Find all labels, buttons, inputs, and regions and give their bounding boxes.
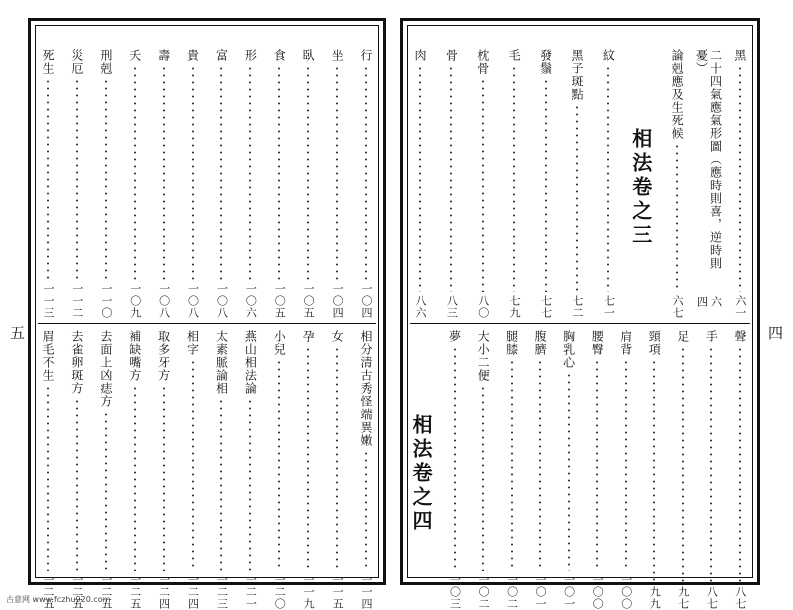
toc-entry <box>502 330 522 610</box>
dot-leader <box>676 143 678 292</box>
toc-entry <box>240 330 260 610</box>
toc-entry-page-number: 六四 <box>695 295 723 308</box>
toc-entry <box>96 330 116 610</box>
toc-entry <box>269 49 289 319</box>
toc-entry-page-number: 一〇六 <box>244 283 258 319</box>
toc-entry <box>730 49 750 319</box>
toc-entry-page-number: 九九 <box>648 586 662 610</box>
toc-entry-title: 胸乳心 <box>561 330 576 369</box>
toc-entry-title: 發鬚 <box>538 49 553 75</box>
toc-entry-title: 相字 <box>185 330 200 356</box>
toc-entry <box>38 330 58 610</box>
toc-entry-page-number: 六七 <box>671 295 685 319</box>
dot-leader <box>482 385 484 571</box>
toc-entry-title: 黑 <box>732 49 747 62</box>
toc-entry-page-number: 一二一 <box>244 574 258 610</box>
toc-entry-page-number: 一二五 <box>42 574 55 610</box>
toc-entry <box>356 49 376 319</box>
toc-entry-page-number: 一〇二 <box>477 574 491 610</box>
toc-entry <box>644 330 664 610</box>
dot-leader <box>163 65 165 280</box>
toc-entry-title: 刑剋 <box>98 49 113 75</box>
toc-entry <box>445 330 465 610</box>
dot-leader <box>336 346 338 571</box>
toc-entry-page-number: 一〇八 <box>186 283 200 319</box>
dot-leader <box>511 359 513 571</box>
toc-entry <box>473 49 493 319</box>
dot-leader <box>568 372 570 571</box>
toc-entry <box>96 49 116 319</box>
toc-entry-page-number: 八七 <box>733 586 747 610</box>
toc-entry-page-number: 九七 <box>676 586 690 610</box>
toc-entry-page-number: 七七 <box>539 295 553 319</box>
toc-entry-title: 論剋應及生死候 <box>670 49 685 140</box>
toc-entry-page-number: 七一 <box>602 295 616 319</box>
toc-entry-title: 夭 <box>127 49 142 62</box>
toc-entry <box>125 330 145 610</box>
toc-entry <box>667 49 687 319</box>
toc-entry-title: 夢 <box>447 330 462 343</box>
toc-entry <box>701 330 721 610</box>
toc-entry-title: 枕骨 <box>475 49 490 75</box>
toc-entry-title: 腰臀 <box>590 330 605 356</box>
toc-entry-title: 黑子斑點 <box>569 49 584 101</box>
toc-entry-page-number: 一一五 <box>331 574 345 610</box>
dot-leader <box>220 65 222 280</box>
toc-entry-title: 去雀卵斑方 <box>69 330 84 395</box>
toc-entry-page-number: 一二三 <box>215 574 229 610</box>
dot-leader <box>739 65 741 292</box>
toc-entry-page-number: 一〇〇 <box>591 574 605 610</box>
dot-leader <box>249 398 251 571</box>
toc-entry-page-number: 一〇八 <box>215 283 229 319</box>
toc-entry <box>38 49 58 319</box>
toc-entry-title: 貴 <box>185 49 200 62</box>
toc-entry-page-number: 一二四 <box>186 574 200 610</box>
toc-entry-page-number: 八三 <box>445 295 459 319</box>
toc-entry-page-number: 七二 <box>570 295 584 319</box>
toc-entry <box>587 330 607 610</box>
toc-entry <box>616 330 636 610</box>
toc-entry <box>183 330 203 610</box>
toc-entry-title: 富 <box>214 49 229 62</box>
toc-entry-title: 相分清古秀怪端異嫩 <box>358 330 373 447</box>
toc-entry-page-number: 一〇四 <box>359 283 373 319</box>
dot-leader <box>163 385 165 571</box>
toc-entry-page-number: 八七 <box>705 586 719 610</box>
toc-entry-title: 行 <box>358 49 373 62</box>
toc-entry <box>298 330 318 610</box>
right-page <box>400 18 760 610</box>
dot-leader <box>134 65 136 280</box>
toc-entry-page-number: 一〇〇 <box>619 574 633 610</box>
toc-entry-page-number: 八〇 <box>476 295 490 319</box>
toc-entry-page-number: 一〇四 <box>331 283 345 319</box>
dot-leader <box>576 104 578 292</box>
toc-entry <box>67 49 87 319</box>
toc-entry-page-number: 七九 <box>508 295 522 319</box>
toc-entry-page-number: 一〇一 <box>562 574 576 610</box>
toc-entry-title: 肩背 <box>618 330 633 356</box>
dot-leader <box>307 346 309 571</box>
toc-entry <box>269 330 289 610</box>
toc-entry-title: 壽 <box>156 49 171 62</box>
toc-entry-title: 補缺嘴方 <box>127 330 142 382</box>
toc-entry-title: 女 <box>330 330 345 343</box>
toc-entry-title: 災厄 <box>69 49 84 75</box>
toc-entry-page-number: 八六 <box>414 295 427 319</box>
toc-entry <box>154 49 174 319</box>
right-lower-contents <box>410 323 750 610</box>
toc-entry <box>211 330 231 610</box>
dot-leader <box>47 385 49 571</box>
dot-leader <box>545 78 547 292</box>
toc-entry-title: 小兒 <box>272 330 287 356</box>
dot-leader <box>739 346 741 583</box>
toc-entry-page-number: 一〇一 <box>534 574 548 610</box>
toc-entry <box>183 49 203 319</box>
dot-leader <box>450 65 452 292</box>
left-lower-contents <box>38 323 376 610</box>
toc-entry <box>154 330 174 610</box>
dot-leader <box>134 385 136 571</box>
dot-leader <box>365 65 367 280</box>
dot-leader <box>105 78 107 280</box>
toc-entry <box>673 330 693 610</box>
toc-entry <box>504 49 524 319</box>
dot-leader <box>192 65 194 280</box>
toc-entry-page-number: 一〇二 <box>505 574 519 610</box>
left-folio-number: 五 <box>10 324 26 342</box>
watermark-text: 古意网 www.fczhu920.com <box>6 595 111 604</box>
toc-entry-title: 燕山相法論 <box>243 330 258 395</box>
toc-entry-title: 頸項 <box>647 330 662 356</box>
dot-leader <box>454 346 456 571</box>
toc-entry-title: 聲 <box>732 330 747 343</box>
toc-entry-page-number: 一〇五 <box>302 283 316 319</box>
toc-entry <box>356 330 376 610</box>
toc-entry-title: 死生 <box>41 49 55 75</box>
toc-entry-title: 毛 <box>507 49 522 62</box>
dot-leader <box>220 398 222 571</box>
right-upper-contents <box>410 49 750 319</box>
dot-leader <box>76 398 78 571</box>
dot-leader <box>607 65 609 292</box>
volume-heading: 相法卷之三 <box>628 128 653 248</box>
volume-heading: 相法卷之四 <box>409 414 433 534</box>
dot-leader <box>625 359 627 571</box>
dot-leader <box>47 78 49 280</box>
toc-entry-title: 大小二便 <box>476 330 491 382</box>
dot-leader <box>336 65 338 280</box>
toc-entry-title: 食 <box>272 49 287 62</box>
toc-entry-title: 孕 <box>301 330 316 343</box>
dot-leader <box>76 78 78 280</box>
toc-entry-title: 紋 <box>601 49 616 62</box>
dot-leader <box>278 65 280 280</box>
toc-entry-page-number: 一一〇 <box>99 283 113 319</box>
toc-entry <box>567 49 587 319</box>
dot-leader <box>192 359 194 571</box>
toc-entry <box>327 49 347 319</box>
toc-entry-page-number: 一一三 <box>42 283 55 319</box>
dot-leader <box>105 411 107 571</box>
toc-entry <box>730 330 750 610</box>
toc-entry-title: 二十四氣應氣形圖（應時則喜，逆時則憂） <box>694 49 723 270</box>
dot-leader <box>539 359 541 571</box>
toc-entry <box>598 49 618 319</box>
toc-entry <box>536 49 556 319</box>
dot-leader <box>710 346 712 583</box>
dot-leader <box>249 65 251 280</box>
toc-entry-page-number: 一二四 <box>157 574 171 610</box>
toc-entry <box>559 330 579 610</box>
dot-leader <box>278 359 280 571</box>
toc-entry-page-number: 一一二 <box>70 283 84 319</box>
toc-entry-page-number: 一〇八 <box>157 283 171 319</box>
toc-entry-title: 眉毛不生 <box>41 330 55 382</box>
left-upper-contents <box>38 49 376 319</box>
dot-leader <box>307 65 309 280</box>
toc-entry-page-number: 一〇三 <box>448 574 462 610</box>
toc-entry-title: 太素脈論相 <box>214 330 229 395</box>
toc-entry <box>441 49 461 319</box>
toc-entry-title: 腹臍 <box>533 330 548 356</box>
toc-entry-page-number: 一〇九 <box>128 283 142 319</box>
toc-entry-title: 足 <box>675 330 690 343</box>
toc-entry-page-number: 一一四 <box>359 574 373 610</box>
toc-entry-page-number: 一二五 <box>99 574 113 610</box>
right-folio-number: 四 <box>768 324 784 342</box>
toc-entry-page-number: 一一九 <box>302 574 316 610</box>
toc-entry-title: 臥 <box>301 49 316 62</box>
toc-entry <box>694 49 723 319</box>
toc-entry-page-number: 一二五 <box>70 574 84 610</box>
toc-entry-title: 形 <box>243 49 258 62</box>
toc-entry-page-number: 一二〇 <box>273 574 287 610</box>
toc-entry <box>473 330 493 610</box>
toc-entry-page-number: 六一 <box>733 295 747 319</box>
toc-entry <box>125 49 145 319</box>
toc-entry-title: 肉 <box>413 49 427 62</box>
toc-entry <box>530 330 550 610</box>
toc-entry-title: 手 <box>704 330 719 343</box>
toc-entry <box>327 330 347 610</box>
dot-leader <box>513 65 515 292</box>
dot-leader <box>482 78 484 292</box>
toc-entry <box>211 49 231 319</box>
dot-leader <box>653 359 655 583</box>
toc-entry-title: 骨 <box>444 49 459 62</box>
toc-entry <box>298 49 318 319</box>
toc-entry <box>67 330 87 610</box>
toc-entry <box>240 49 260 319</box>
toc-entry-page-number: 一〇五 <box>273 283 287 319</box>
toc-entry-title: 去面上凶痣方 <box>98 330 113 408</box>
toc-entry-title: 腿膝 <box>504 330 519 356</box>
dot-leader <box>365 450 367 571</box>
dot-leader <box>682 346 684 583</box>
toc-entry-page-number: 一二五 <box>128 574 142 610</box>
toc-entry-title: 坐 <box>330 49 345 62</box>
toc-entry-title: 取多牙方 <box>156 330 171 382</box>
dot-leader <box>596 359 598 571</box>
toc-entry <box>410 49 430 319</box>
dot-leader <box>419 65 421 292</box>
